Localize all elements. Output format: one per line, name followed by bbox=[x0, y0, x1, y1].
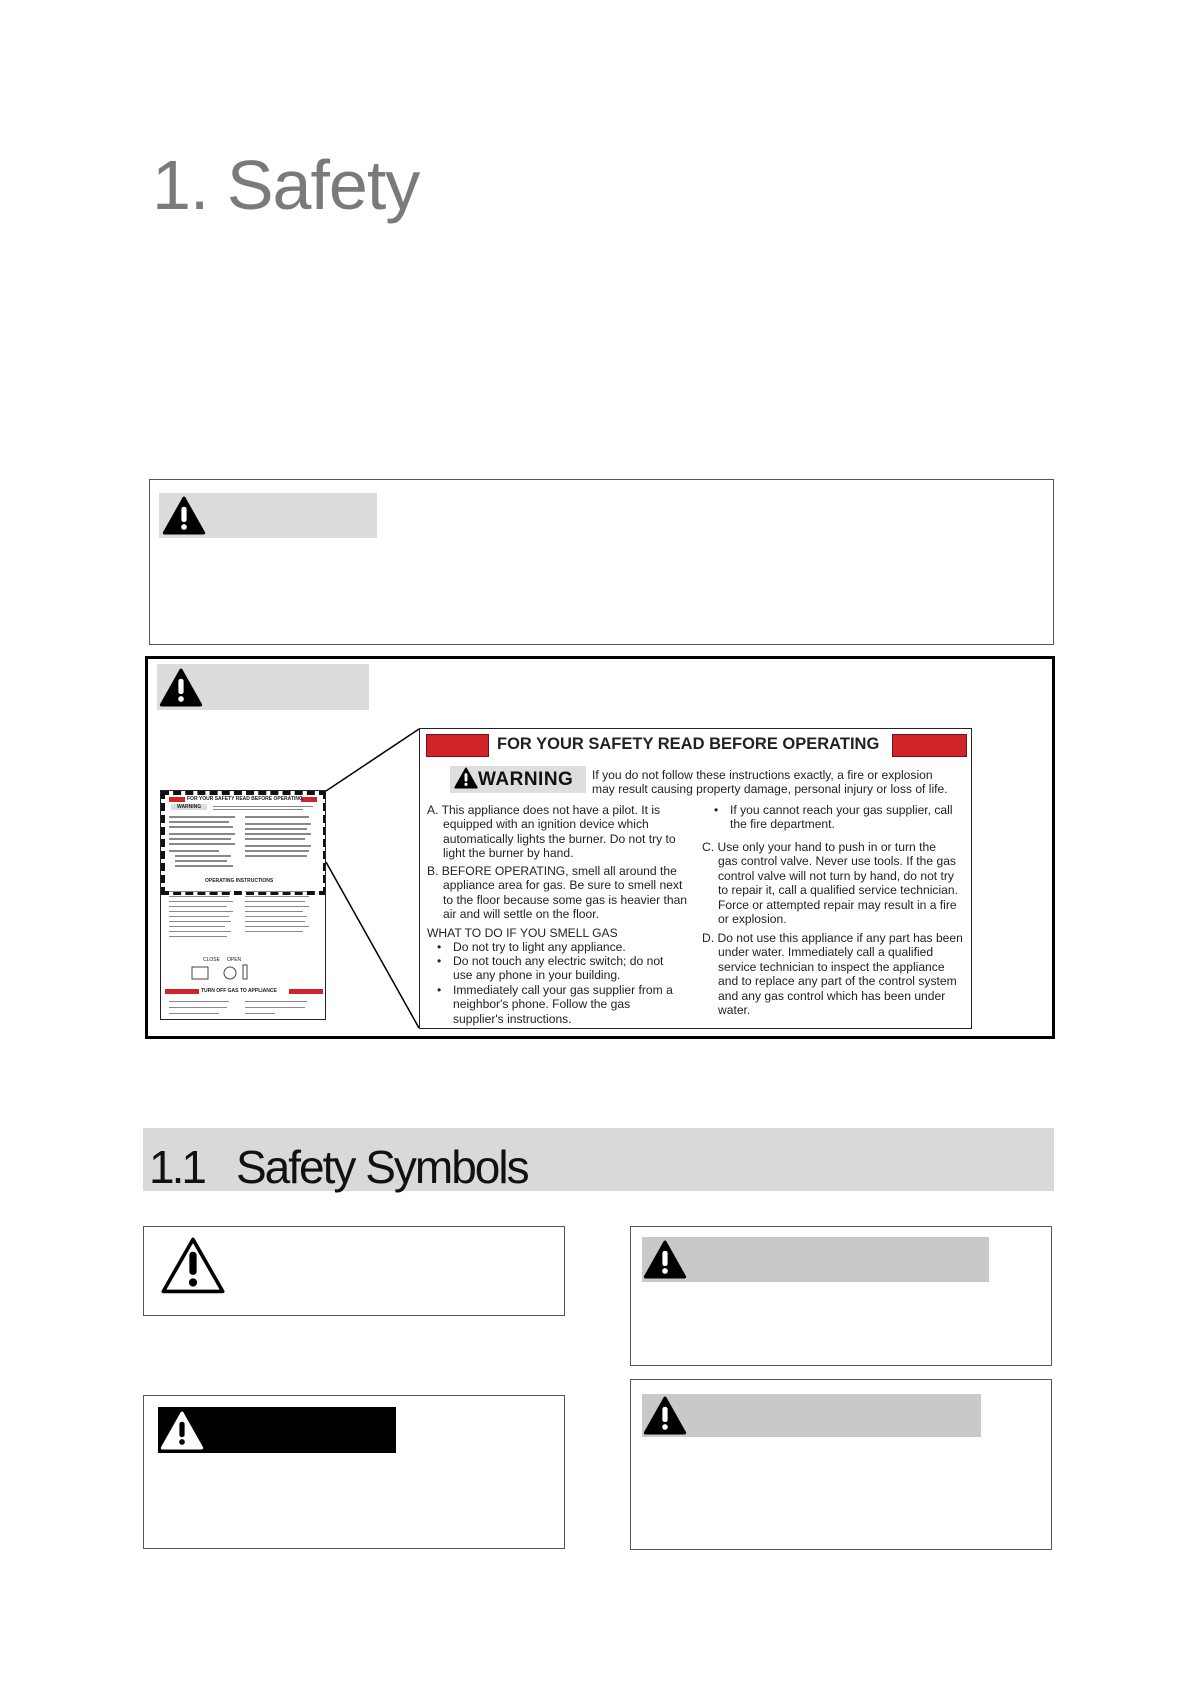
label-red-bar-right bbox=[892, 734, 967, 757]
warning-triangle-icon bbox=[643, 1240, 687, 1279]
label-item-b: B. BEFORE OPERATING, smell all around the appliance area for gas. Be sure to smell next to the floor because some gas is heavier than air and will settle on the floor. bbox=[427, 864, 688, 922]
thumbnail-red-bar bbox=[169, 797, 185, 802]
section-number: 1.1 bbox=[149, 1141, 204, 1193]
page-title: 1. Safety bbox=[152, 146, 420, 224]
section-title: Safety Symbols bbox=[236, 1141, 528, 1193]
safety-instruction-label bbox=[419, 728, 972, 1029]
label-warning-text: If you do not follow these instructions exactly, a fire or explosion may result causing property damage, personal injury or loss of life. bbox=[592, 768, 948, 797]
label-warning-word: WARNING bbox=[478, 769, 574, 790]
label-item-d: D. Do not use this appliance if any part has been under water. Immediately call a qualified service technician to inspect the appliance and to replace any part of the control system and any gas control which has been under water. bbox=[702, 931, 963, 1018]
section-heading bbox=[143, 1128, 1054, 1191]
thumbnail-red-bar bbox=[165, 989, 199, 994]
thumbnail-turn-off-heading: TURN OFF GAS TO APPLIANCE bbox=[201, 988, 277, 994]
warning-triangle-icon bbox=[643, 1396, 687, 1435]
label-red-bar-left bbox=[426, 734, 489, 757]
smell-gas-bullet: • Immediately call your gas supplier from a neighbor's phone. Follow the gas supplier's instructions. bbox=[437, 983, 673, 1026]
label-warning-tag bbox=[450, 766, 586, 793]
thumbnail-header: FOR YOUR SAFETY READ BEFORE OPERATING bbox=[187, 796, 303, 802]
caution-signal-bar bbox=[642, 1394, 981, 1437]
label-item-c: C. Use only your hand to push in or turn the gas control valve. Never use tools. If the gas control valve will not turn by hand, do not try to repair it, call a qualified service technician. Force or attempted repair may result in a fire or explosion. bbox=[702, 840, 958, 927]
thumbnail-valve-diagram bbox=[189, 961, 249, 983]
safety-alert-symbol-box bbox=[143, 1226, 565, 1316]
thumbnail-open-label: OPEN bbox=[227, 957, 242, 963]
warning-triangle-icon bbox=[454, 767, 478, 789]
label-thumbnail bbox=[160, 790, 326, 1020]
label-right-bullet: • If you cannot reach your gas supplier, call the fire department. bbox=[714, 803, 953, 832]
label-smell-gas-heading: WHAT TO DO IF YOU SMELL GAS bbox=[427, 926, 618, 940]
thumbnail-close-label: CLOSE bbox=[203, 957, 220, 963]
warning-triangle-icon bbox=[160, 1235, 226, 1295]
danger-symbol-box bbox=[143, 1395, 565, 1549]
caution-symbol-box bbox=[630, 1379, 1052, 1550]
smell-gas-bullet: • Do not touch any electric switch; do not use any phone in your building. bbox=[437, 954, 664, 983]
thumbnail-red-bar bbox=[301, 797, 317, 802]
smell-gas-bullet: • Do not try to light any appliance. bbox=[437, 940, 626, 954]
label-item-a: A. This appliance does not have a pilot. It is equipped with an ignition device which automatically lights the burner. Do not try to light the burner by hand. bbox=[427, 803, 676, 861]
thumbnail-red-bar bbox=[289, 989, 323, 994]
label-header: FOR YOUR SAFETY READ BEFORE OPERATING bbox=[497, 735, 880, 753]
warning-symbol-box bbox=[630, 1226, 1052, 1366]
thumbnail-operating-heading: OPERATING INSTRUCTIONS bbox=[205, 878, 274, 884]
danger-signal-bar bbox=[158, 1407, 396, 1453]
warning-triangle-icon bbox=[160, 1411, 204, 1450]
thumbnail-warning-word: WARNING bbox=[171, 804, 207, 810]
warning-signal-bar bbox=[642, 1237, 989, 1282]
